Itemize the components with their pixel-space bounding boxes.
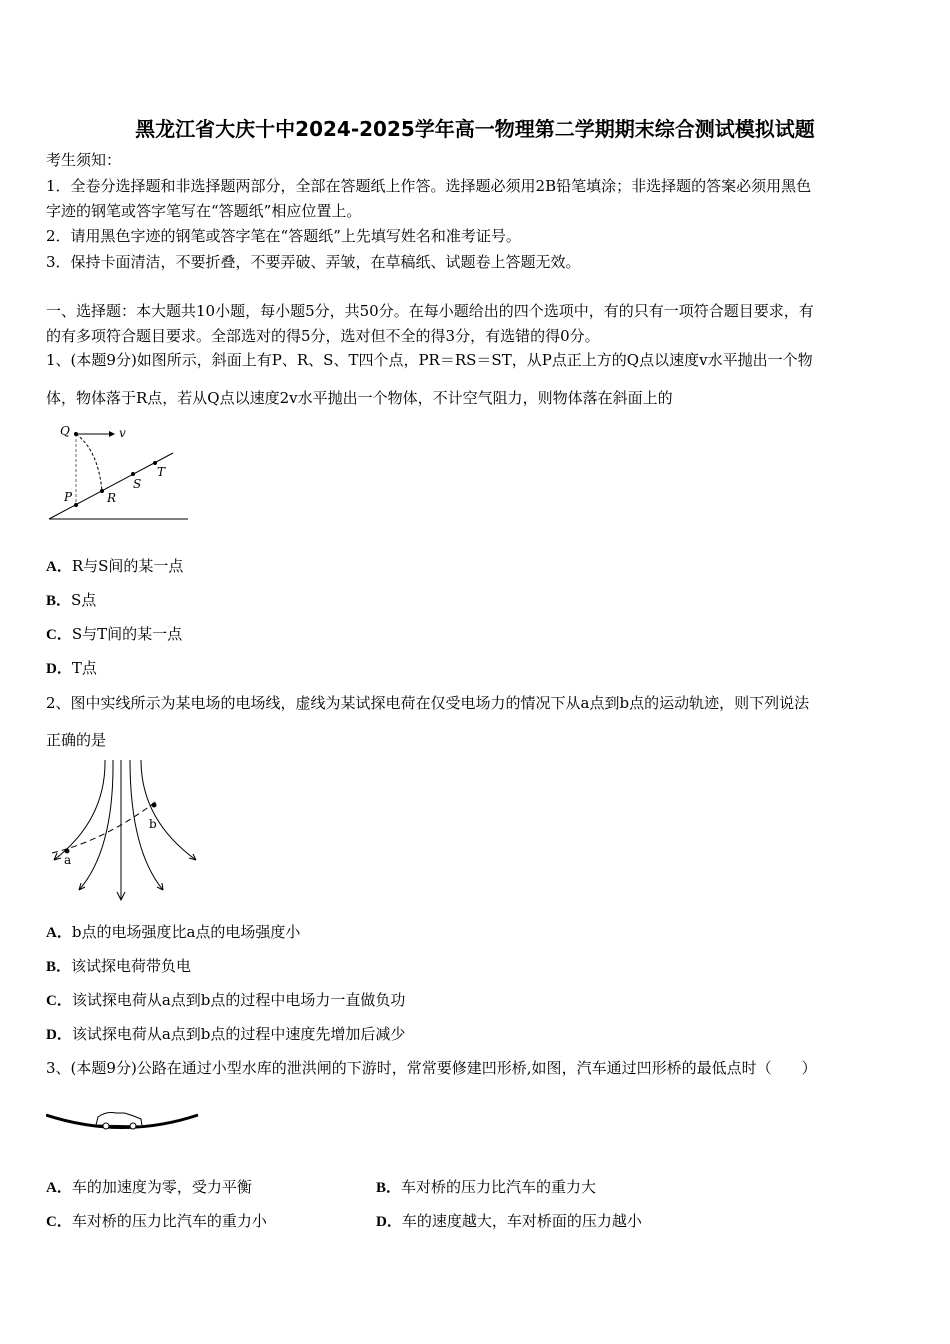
notice-heading: 考生须知： <box>46 151 122 169</box>
option-text: b点的电场强度比a点的电场强度小 <box>71 923 301 941</box>
option-text: T点 <box>71 659 97 677</box>
option-a <box>46 922 300 943</box>
label-p: P <box>64 490 73 504</box>
notice-item: 2．请用黑色字迹的钢笔或答字笔在“答题纸”上先填写姓名和准考证号。 <box>46 227 521 245</box>
option-key: A． <box>46 925 72 941</box>
option-d <box>46 1024 405 1045</box>
option-text: 车的速度越大，车对桥面的压力越小 <box>401 1212 642 1230</box>
option-text: 车对桥的压力比汽车的重力大 <box>401 1178 597 1196</box>
option-b <box>376 1177 596 1198</box>
section-instructions: 一、选择题：本大题共10小题，每小题5分，共50分。在每小题给出的四个选项中，有的只有一项符合题目要求，有 <box>46 302 814 320</box>
option-key: C． <box>46 993 72 1009</box>
question-3-text: 3、(本题9分)公路在通过小型水库的泄洪闸的下游时，常常要修建凹形桥,如图，汽车通过凹形桥的最低点时（ ） <box>46 1059 817 1077</box>
option-key: C． <box>46 1214 72 1230</box>
label-r: R <box>107 491 117 505</box>
option-c <box>46 1211 267 1232</box>
option-key: B． <box>46 959 72 975</box>
electric-field-lines-figure <box>46 760 206 905</box>
label-a: a <box>64 853 72 867</box>
option-text: 车的加速度为零，受力平衡 <box>71 1178 252 1196</box>
concave-bridge-car-figure <box>46 1085 201 1135</box>
notice-item: 3．保持卡面清洁，不要折叠，不要弄破、弄皱，在草稿纸、试题卷上答题无效。 <box>46 253 581 271</box>
label-t: T <box>157 465 166 479</box>
label-q: Q <box>60 424 70 438</box>
option-text: R与S间的某一点 <box>71 557 184 575</box>
option-text: 该试探电荷从a点到b点的过程中速度先增加后减少 <box>71 1025 406 1043</box>
option-text: S点 <box>71 591 97 609</box>
section-instructions: 的有多项符合题目要求。全部选对的得5分，选对但不全的得3分，有选错的得0分。 <box>46 327 600 345</box>
option-key: A． <box>46 559 72 575</box>
notice-item: 1．全卷分选择题和非选择题两部分，全部在答题纸上作答。选择题必须用2B铅笔填涂；非选择题的答案必须用黑色 <box>46 177 812 195</box>
option-a <box>46 1177 252 1198</box>
option-key: C． <box>46 627 72 643</box>
question-2-text: 2、图中实线所示为某电场的电场线，虚线为某试探电荷在仅受电场力的情况下从a点到b点的运动轨迹，则下列说法 <box>46 694 810 712</box>
label-s: S <box>133 477 142 491</box>
option-text: S与T间的某一点 <box>71 625 183 643</box>
option-text: 该试探电荷从a点到b点的过程中电场力一直做负功 <box>71 991 406 1009</box>
option-text: 车对桥的压力比汽车的重力小 <box>71 1212 267 1230</box>
option-b <box>46 956 191 977</box>
question-2-text: 正确的是 <box>46 731 107 749</box>
question-1-text: 体，物体落于R点，若从Q点以速度2v水平抛出一个物体，不计空气阻力，则物体落在斜面上的 <box>46 389 673 407</box>
label-b: b <box>149 817 157 831</box>
option-key: A． <box>46 1180 72 1196</box>
label-v: v <box>119 426 126 440</box>
incline-projectile-figure <box>46 420 196 525</box>
question-1-text: 1、(本题9分)如图所示，斜面上有P、R、S、T四个点，PR＝RS＝ST，从P点正上方的Q点以速度v水平抛出一个物 <box>46 351 813 369</box>
option-a <box>46 556 183 577</box>
page-title: 黑龙江省大庆十中2024-2025学年高一物理第二学期期末综合测试模拟试题 <box>135 117 815 141</box>
option-d <box>376 1211 642 1232</box>
option-b <box>46 590 96 611</box>
option-c <box>46 624 182 645</box>
option-key: B． <box>46 593 72 609</box>
option-key: D． <box>46 661 72 677</box>
option-d <box>46 658 97 679</box>
option-text: 该试探电荷带负电 <box>71 957 192 975</box>
option-c <box>46 990 405 1011</box>
notice-item: 字迹的钢笔或答字笔写在“答题纸”相应位置上。 <box>46 202 362 220</box>
option-key: D． <box>46 1027 72 1043</box>
option-key: D． <box>376 1214 402 1230</box>
option-key: B． <box>376 1180 402 1196</box>
